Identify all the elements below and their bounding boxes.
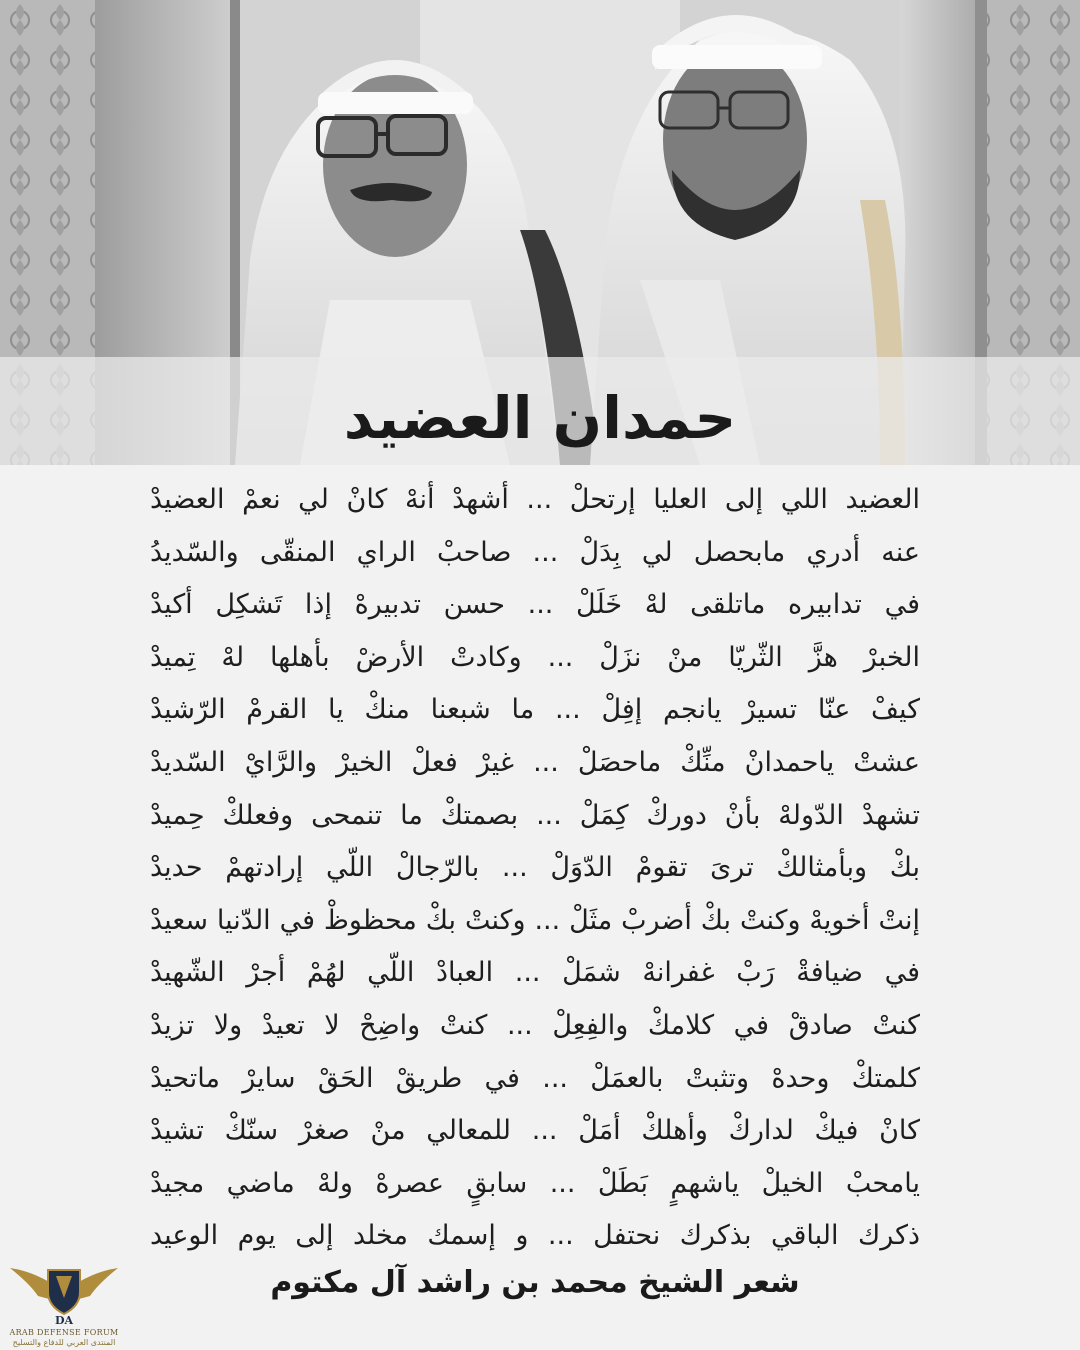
verse-line: في ضيافةْ رَبْ غفرانهْ شمَلْ ... العبادْ اللّي لهُمْ أجرْ الشّهيدْ xyxy=(150,957,920,989)
verse-line: كيفْ عنّا تسيرْ يانجم إفِلْ ... ما شبعنا منكْ يا القرمْ الرّشيدْ xyxy=(150,694,920,726)
verse-line: العضيد اللي إلى العليا إرتحلْ ... أشهدْ أنهْ كانْ لي نعمْ العضيدْ xyxy=(150,484,920,515)
verse-line: بكْ وبأمثالكْ ترىَ تقومْ الدّوَلْ ... بالرّجالْ اللّي إرادتهمْ حديدْ xyxy=(150,852,920,884)
logo-name-ar: المنتدى العربي للدفاع والتسليح xyxy=(12,1338,116,1347)
logo-name-en: ARAB DEFENSE FORUM xyxy=(9,1328,119,1337)
verse-line: ذكرك الباقي بذكرك نحتفل ... و إسمك مخلد إلى يوم الوعيد xyxy=(150,1220,920,1252)
poem-author: شعر الشيخ محمد بن راشد آل مكتوم xyxy=(270,1265,800,1300)
poem-title: حمدان العضيد xyxy=(343,384,737,452)
logo-monogram: DA xyxy=(54,1314,74,1327)
verse-line: كانْ فيكْ لداركْ وأهلكْ أمَلْ ... للمعالي منْ صغرْ سنّكْ تشيدْ xyxy=(150,1115,920,1147)
verse-line: يامحبْ الخيلْ ياشهمٍ بَطَلْ ... سابقٍ عصرهْ ولهْ ماضي مجيدْ xyxy=(150,1167,920,1199)
verse-line: في تدابيره ماتلقى لهْ خَلَلْ ... حسن تدبيرهْ إذا تَشكِل أكيدْ xyxy=(150,589,920,621)
poem-verses xyxy=(150,474,920,1263)
verse-line: كنتْ صادقْ في كلامكْ والفِعِلْ ... كنتْ واضِحْ لا تعيدْ ولا تزيدْ xyxy=(150,1009,920,1041)
verse-line: عنه أدري مابحصل لي بِدَلْ ... صاحبْ الراي المنقّى والسّديدُ xyxy=(150,536,920,568)
verse-line: كلمتكْ وحدهْ وتثبتْ بالعمَلْ ... في طريقْ الحَقْ سايرْ ماتحيدْ xyxy=(150,1062,920,1094)
verse-line: الخبرْ هزَّ الثّريّا منْ نزَلْ ... وكادتْ الأرضْ بأهلها لهْ تِميدْ xyxy=(150,641,920,673)
verse-line: إنتْ أخويهْ وكنتْ بكْ أضربْ مثَلْ ... وكنتْ بكْ محظوظْ في الدّنيا سعيدْ xyxy=(150,904,920,936)
verse-line: عشتْ ياحمدانْ منِّكْ ماحصَلْ ... غيرْ فعلْ الخيرْ والرَّايْ السّديدْ xyxy=(150,746,920,778)
verse-line: تشهدْ الدّولهْ بأنْ دوركْ كِمَلْ ... بصمتكْ ما تنمحى وفعلكْ حِميدْ xyxy=(150,799,920,831)
